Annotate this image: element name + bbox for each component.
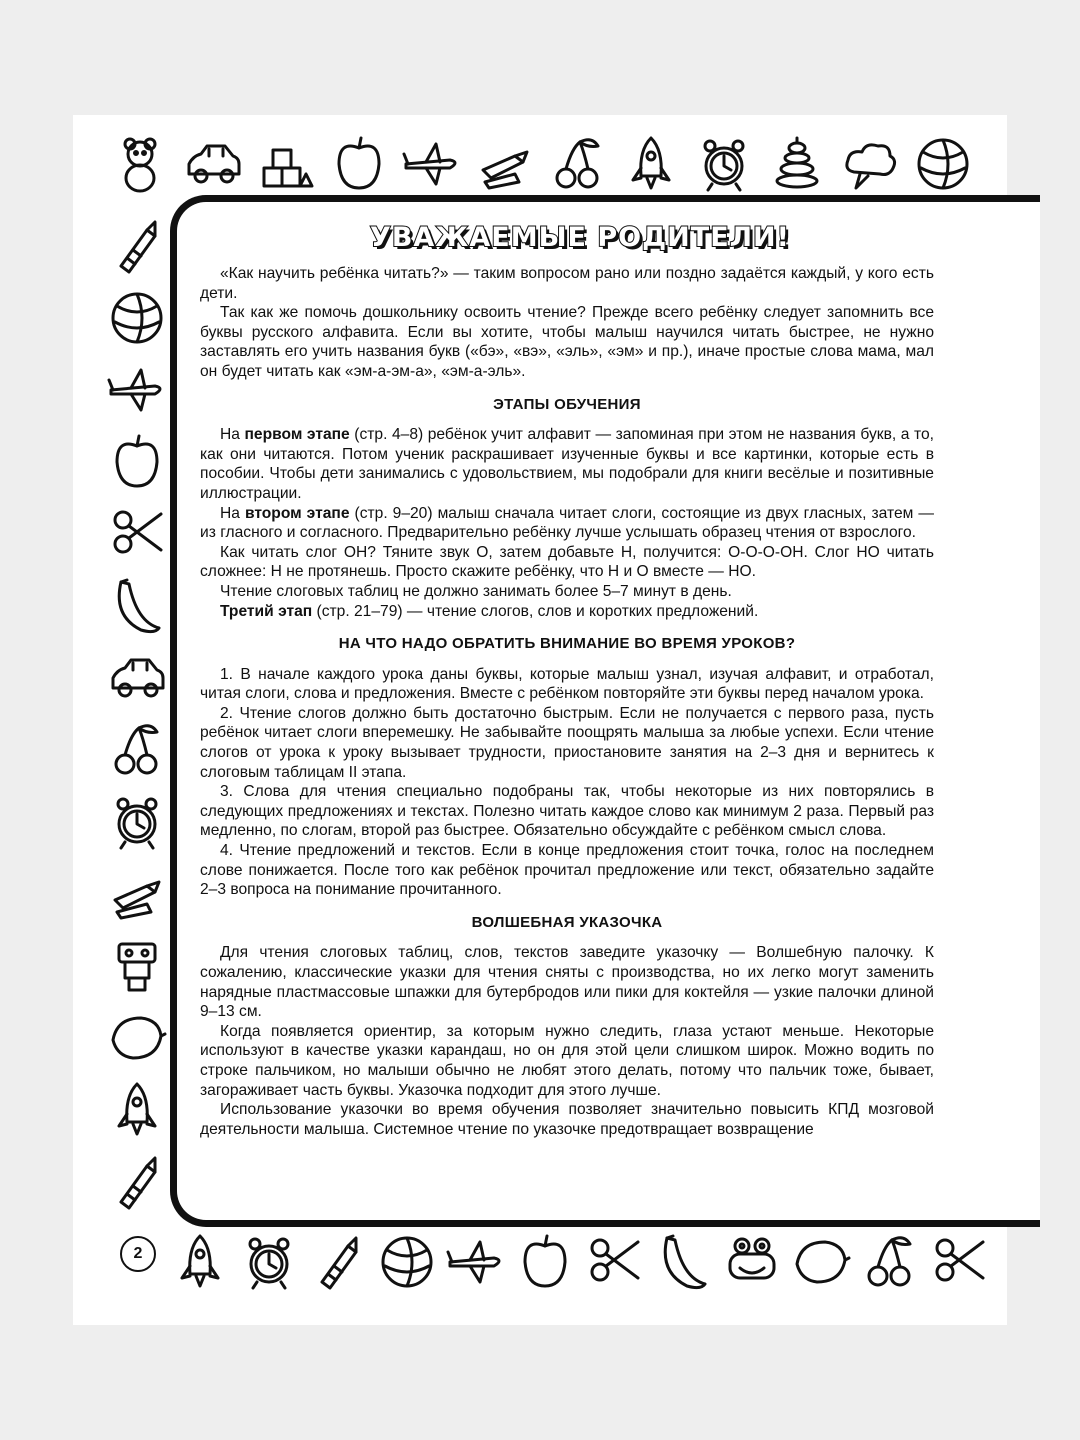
pointer-paragraph: Для чтения слоговых таблиц, слов, текстов заведите указочку — Волшебную палочку. К сожалению, классические указки для чтения сняты с производства, но их легко могут заменить нарядные пластмассовые шпажки для бутербродов или пики для коктейля — узкие палочки длиной 9–13 см.: [200, 944, 934, 1021]
stage-three-paragraph: Третий этап (стр. 21–79) — чтение слогов, слов и коротких предложений.: [220, 602, 759, 620]
scissors-icon: [584, 1232, 644, 1292]
car-icon: [107, 648, 167, 708]
intro-paragraph: Так как же помочь дошкольнику освоить чтение? Прежде всего ребёнку следует запомнить все буквы русского алфавита. Если вы хотите, чтобы малыш научился читать быстрее, не нужно заставлять его учить названия букв («бэ», «вэ», «эль», «эм» и пр.), иначе простые слова мама, мал он будет читать как «эм-а-эм-а», «эм-а-эль».: [200, 304, 934, 380]
crayon-icon: [107, 1152, 167, 1212]
alarm-clock-icon: [694, 134, 754, 194]
airplane-icon: [107, 360, 167, 420]
crayon-icon: [107, 216, 167, 276]
intro-paragraph: «Как научить ребёнка читать?» — таким вопросом рано или поздно задаётся каждый, у кого есть дети.: [200, 265, 934, 302]
frog-car-icon: [722, 1232, 782, 1292]
section-heading-pointer: ВОЛШЕБНАЯ УКАЗОЧКА: [471, 913, 663, 931]
ball-icon: [913, 134, 973, 194]
cherries-icon: [548, 134, 608, 194]
apple-icon: [329, 134, 389, 194]
airplane-icon: [402, 134, 462, 194]
banana-icon: [653, 1232, 713, 1292]
attention-item: 1. В начале каждого урока даны буквы, которые малыш узнал, изучая алфавит, и отработал, читая слоги, слова и предложения. Вместе с ребёнком повторяйте эти буквы перед началом урока.: [200, 665, 934, 703]
syllable-time-paragraph: Чтение слоговых таблиц не должно занимать более 5–7 минут в день.: [220, 582, 732, 600]
crayons-icon: [107, 864, 167, 924]
section-heading-stages: ЭТАПЫ ОБУЧЕНИЯ: [493, 395, 641, 413]
teddy-bear-icon: [110, 134, 170, 194]
rocket-icon: [107, 1080, 167, 1140]
ball-icon: [107, 288, 167, 348]
pointer-paragraph: Использование указочки во время обучения позволяет значительно повысить КПД мозговой деятельности малыша. Системное чтение по указочке предотвращает возвращение: [200, 1101, 934, 1138]
attention-item: 3. Слова для чтения специально подобраны так, чтобы некоторые из них повторялись в следующих предложениях и текстах. Полезно читать каждое слово как минимум 2 раза. Первый раз медленно, по слогам, второй раз быстрее. Обязательно обсуждайте с ребёнком смысл слова.: [200, 783, 934, 840]
crayons-icon: [475, 134, 535, 194]
alarm-clock-icon: [107, 792, 167, 852]
apple-icon: [515, 1232, 575, 1292]
cloud-carrot-icon: [840, 134, 900, 194]
blocks-icon: [256, 134, 316, 194]
car-icon: [183, 134, 243, 194]
page-title: УВАЖАЕМЫЕ РОДИТЕЛИ!: [370, 222, 790, 253]
rocket-icon: [621, 134, 681, 194]
ball-icon: [377, 1232, 437, 1292]
pointer-paragraph: Когда появляется ориентир, за которым нужно следить, глаза устают меньше. Некоторые используют в качестве указки карандаш, но он для этой цели слишком широк. Можно водить по строке пальчиком, но малыши обычно не любят этого делать, потому что пальчик тоже, бывает, загораживает часть буквы. Указочка подходит для этого лучше.: [200, 1022, 934, 1099]
attention-item: 4. Чтение предложений и текстов. Если в конце предложения стоит точка, голос на последнем слове понижается. После того как ребёнок прочитал предложение или текст, обязательно задайте 2–3 вопроса на понимание прочитанного.: [200, 842, 934, 899]
robot-icon: [107, 936, 167, 996]
ring-pyramid-icon: [767, 134, 827, 194]
cherries-icon: [860, 1232, 920, 1292]
lemon-icon: [107, 1008, 167, 1068]
page-number: 2: [120, 1236, 156, 1272]
alarm-clock-icon: [239, 1232, 299, 1292]
attention-item: 2. Чтение слогов должно быть достаточно быстрым. Если не получается с первого раза, пусть ребёнок читает слоги вперемешку. Не забывайте поощрять малыша за любые успехи. Если чтение слогов от урока к уроку вызывает трудности, приостановите занятия на 2–3 дня и вернитесь к слоговым таблицам II этапа.: [200, 704, 934, 781]
article-body: [200, 264, 934, 1139]
rocket-icon: [170, 1232, 230, 1292]
apple-icon: [107, 432, 167, 492]
scissors-icon: [107, 504, 167, 564]
section-heading-attention: НА ЧТО НАДО ОБРАТИТЬ ВНИМАНИЕ ВО ВРЕМЯ УРОКОВ?: [338, 635, 796, 653]
syllable-paragraph: Как читать слог ОН? Тяните звук О, затем добавьте Н, получится: О-О-О-ОН. Слог НО читать сложнее: Н не протянешь. Просто скажите ребёнку, что Н и О вместе — НО.: [200, 543, 934, 581]
crayon-icon: [308, 1232, 368, 1292]
banana-icon: [107, 576, 167, 636]
airplane-icon: [446, 1232, 506, 1292]
scissors-icon: [929, 1232, 989, 1292]
lemon-icon: [791, 1232, 851, 1292]
stage-two-paragraph: На втором этапе (стр. 9–20) малыш сначала читает слоги, состоящие из двух гласных, затем — из гласного и согласного. Предварительно ребёнку лучше услышать образец чтения от взрослого.: [200, 504, 934, 542]
stage-one-paragraph: На первом этапе (стр. 4–8) ребёнок учит алфавит — запоминая при этом не названия букв, а то, как они читаются. Потом ученик раскрашивает изученные буквы и все картинки, которые есть в пособии. Чтобы дети занимались с удовольствием, мы подобрали для книги весёлые и позитивные иллюстрации.: [200, 426, 934, 502]
cherries-icon: [107, 720, 167, 780]
